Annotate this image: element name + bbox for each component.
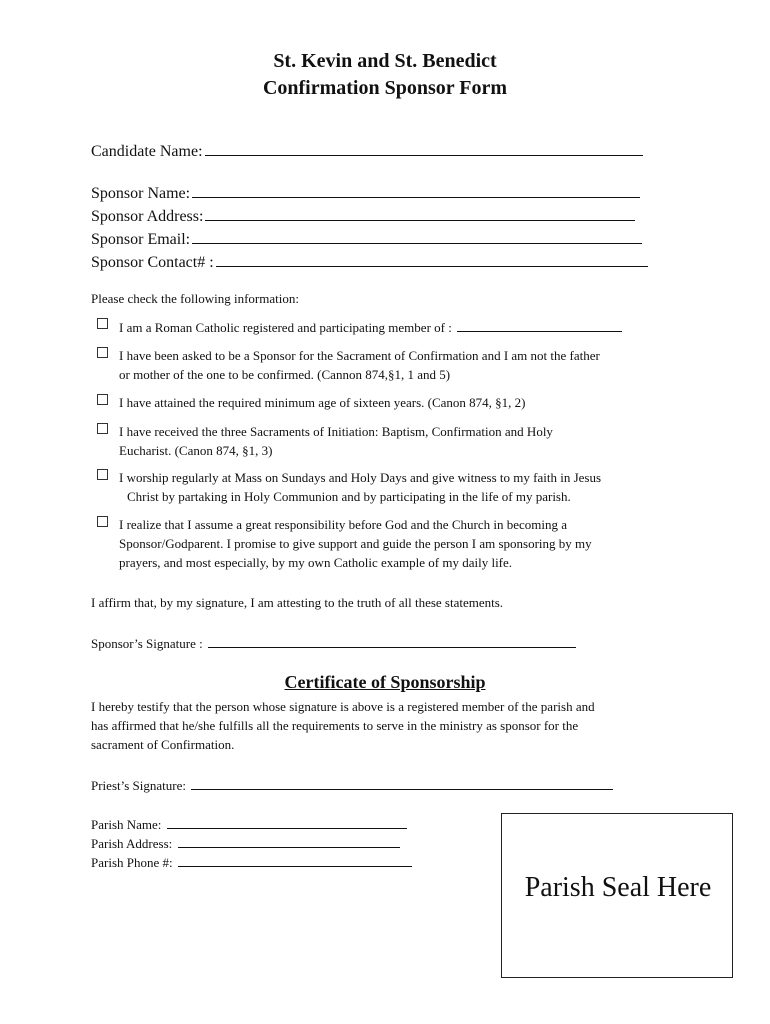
check-item-line: or mother of the one to be confirmed. (Cannon 874,§1, 1 and 5) <box>119 367 451 382</box>
checkbox-minimum-age[interactable] <box>97 394 108 405</box>
sponsor-name-line[interactable] <box>192 183 640 198</box>
sponsor-email-line[interactable] <box>192 229 642 244</box>
check-item-line: Eucharist. (Canon 874, §1, 3) <box>119 443 273 458</box>
sponsor-name-field[interactable] <box>91 183 640 203</box>
candidate-name-label: Candidate Name: <box>91 143 203 160</box>
check-item-line: I realize that I assume a great responsibility before God and the Church in becoming a <box>119 517 567 532</box>
sponsor-name-label: Sponsor Name: <box>91 185 191 202</box>
parish-address-line[interactable] <box>178 833 400 848</box>
checkbox-worship[interactable] <box>97 469 108 480</box>
checkbox-responsibility[interactable] <box>97 516 108 527</box>
check-item-line: I worship regularly at Mass on Sundays and Holy Days and give witness to my faith in Jesus <box>119 470 602 485</box>
sponsor-signature-field[interactable] <box>91 633 576 652</box>
check-item-line: Sponsor/Godparent. I promise to give support and guide the person I am sponsoring by my <box>119 536 592 551</box>
sponsor-contact-label: Sponsor Contact# : <box>91 254 214 271</box>
check-item-not-parent <box>119 346 689 384</box>
sponsor-address-line[interactable] <box>205 206 635 221</box>
sponsor-contact-line[interactable] <box>216 252 648 267</box>
parish-seal-label: Parish Seal Here <box>524 872 712 903</box>
priest-signature-field[interactable] <box>91 775 613 794</box>
check-item-line: Christ by partaking in Holy Communion and by participating in the life of my parish. <box>127 489 571 504</box>
parish-name-line[interactable] <box>167 814 407 829</box>
sponsor-signature-label: Sponsor’s Signature : <box>91 636 203 651</box>
check-item-sacraments <box>119 422 689 460</box>
certificate-statement <box>91 697 691 754</box>
priest-signature-line[interactable] <box>191 775 613 790</box>
checkbox-not-parent[interactable] <box>97 347 108 358</box>
candidate-name-field[interactable] <box>91 141 643 161</box>
sponsor-signature-line[interactable] <box>208 633 576 648</box>
check-item-worship <box>119 468 689 506</box>
parish-seal-box <box>501 813 733 978</box>
candidate-name-line[interactable] <box>205 141 643 156</box>
parish-phone-line[interactable] <box>178 852 412 867</box>
priest-signature-label: Priest’s Signature: <box>91 778 186 793</box>
parish-phone-field[interactable] <box>91 852 412 871</box>
affirmation-text: I affirm that, by my signature, I am attesting to the truth of all these statements. <box>91 595 504 610</box>
parish-name-label: Parish Name: <box>91 817 162 832</box>
parish-address-label: Parish Address: <box>91 836 173 851</box>
parish-address-field[interactable] <box>91 833 400 852</box>
check-item-minimum-age <box>119 393 689 412</box>
check-item-line: I have been asked to be a Sponsor for the Sacrament of Confirmation and I am not the father <box>119 348 600 363</box>
sponsor-contact-field[interactable] <box>91 252 648 272</box>
form-title-line1: St. Kevin and St. Benedict <box>273 50 497 72</box>
checkbox-registered-member[interactable] <box>97 318 108 329</box>
certificate-title: Certificate of Sponsorship <box>284 672 486 692</box>
check-item-registered-member <box>119 317 689 337</box>
certificate-line: sacrament of Confirmation. <box>91 737 235 752</box>
check-item-line: I have attained the required minimum age of sixteen years. (Canon 874, §1, 2) <box>119 395 526 410</box>
check-item-line: I have received the three Sacraments of Initiation: Baptism, Confirmation and Holy <box>119 424 553 439</box>
check-item-line: I am a Roman Catholic registered and participating member of : <box>119 320 452 335</box>
checkbox-sacraments[interactable] <box>97 423 108 434</box>
parish-membership-line[interactable] <box>457 317 622 332</box>
sponsor-email-field[interactable] <box>91 229 642 249</box>
certificate-line: I hereby testify that the person whose signature is above is a registered member of the parish and <box>91 699 595 714</box>
parish-phone-label: Parish Phone #: <box>91 855 173 870</box>
sponsor-email-label: Sponsor Email: <box>91 231 191 248</box>
form-title-line2: Confirmation Sponsor Form <box>262 77 508 99</box>
check-item-line: prayers, and most especially, by my own Catholic example of my daily life. <box>119 555 513 570</box>
parish-name-field[interactable] <box>91 814 407 833</box>
checklist-instruction: Please check the following information: <box>91 291 299 306</box>
certificate-line: has affirmed that he/she fulfills all the requirements to serve in the ministry as sponsor for the <box>91 718 579 733</box>
check-item-responsibility <box>119 515 689 572</box>
sponsor-address-field[interactable] <box>91 206 635 226</box>
sponsor-address-label: Sponsor Address: <box>91 208 204 225</box>
